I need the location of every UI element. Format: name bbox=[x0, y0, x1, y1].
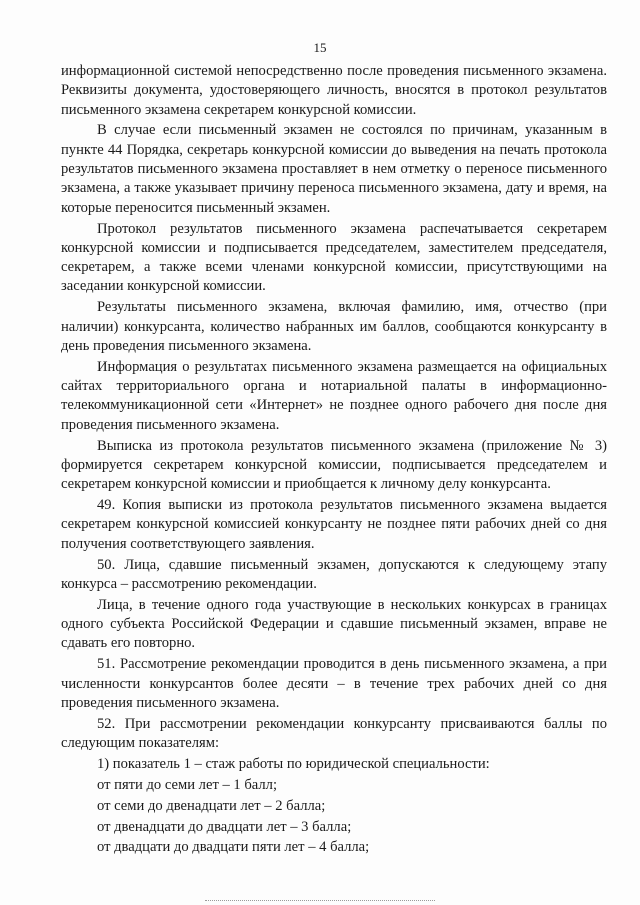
paragraph-exam-id-continuation: информационной системой непосредственно после проведения письменного экзамена. Реквизиты документа, удостоверяющего личность, вносятся в протокол результатов письменного экзамена секретарем конкурсной комиссии. bbox=[61, 63, 607, 118]
list-item-score-1: от пяти до семи лет – 1 балл; bbox=[97, 776, 278, 793]
paragraph-clause-50: 50. Лица, сдавшие письменный экзамен, допускаются к следующему этапу конкурса – рассмотрению рекомендации. bbox=[61, 556, 607, 592]
paragraph-clause-52: 52. При рассмотрении рекомендации конкурсанту присваиваются баллы по следующим показателям: bbox=[61, 715, 607, 752]
document-body bbox=[61, 62, 607, 859]
list-item-score-2: от семи до двенадцати лет – 2 балла; bbox=[97, 797, 326, 814]
paragraph-protocol-extract: Выписка из протокола результатов письменного экзамена (приложение № 3) формируется секретарем конкурсной комиссии, подписывается председателем и секретарем конкурсной комиссии и приобщается к личному делу конкурсанта. bbox=[61, 437, 607, 493]
paragraph-results-publication: Информация о результатах письменного экзамена размещается на официальных сайтах территориального органа и нотариальной палаты в информационно-телекоммуникационной сети «Интернет» не позднее одного рабочего дня после дня проведения письменного экзамена. bbox=[61, 358, 607, 433]
paragraph-repeat-exam-exemption: Лица, в течение одного года участвующие в нескольких конкурсах в границах одного субъекта Российской Федерации и сдавшие письменный экзамен, вправе не сдавать его повторно. bbox=[61, 596, 607, 652]
scan-bottom-mark bbox=[205, 900, 435, 901]
list-item-score-3: от двенадцати до двадцати лет – 3 балла; bbox=[97, 818, 352, 835]
paragraph-clause-49: 49. Копия выписки из протокола результатов письменного экзамена выдается секретарем конкурсной комиссией конкурсанту не позднее пяти рабочих дней со дня получения соответствующего заявления. bbox=[61, 497, 607, 552]
paragraph-clause-51: 51. Рассмотрение рекомендации проводится в день письменного экзамена, а при численности конкурсантов более десяти – в течение трех рабочих дней со дня проведения письменного экзамена. bbox=[61, 656, 607, 711]
paragraph-exam-postponement: В случае если письменный экзамен не состоялся по причинам, указанным в пункте 44 Порядка, секретарь конкурсной комиссии до выведения на печать протокола результатов письменного экзамена проставляет в нем отметку о переносе письменного экзамена, а также указывает причину переноса письменного экзамена, дату и время, на которые переносится письменный экзамен. bbox=[61, 122, 607, 216]
list-item-indicator-1: 1) показатель 1 – стаж работы по юридической специальности: bbox=[97, 755, 490, 772]
paragraph-protocol-signing: Протокол результатов письменного экзамена распечатывается секретарем конкурсной комиссии и подписывается председателем, заместителем председателя, секретарем, а также всеми членами конкурсной комиссии, присутствующими на заседании конкурсной комиссии. bbox=[61, 220, 607, 295]
paragraph-results-communication: Результаты письменного экзамена, включая фамилию, имя, отчество (при наличии) конкурсанта, количество набранных им баллов, сообщаются конкурсанту в день проведения письменного экзамена. bbox=[61, 299, 607, 354]
page-number: 15 bbox=[313, 40, 327, 55]
list-item-score-4: от двадцати до двадцати пяти лет – 4 балла; bbox=[97, 839, 370, 856]
